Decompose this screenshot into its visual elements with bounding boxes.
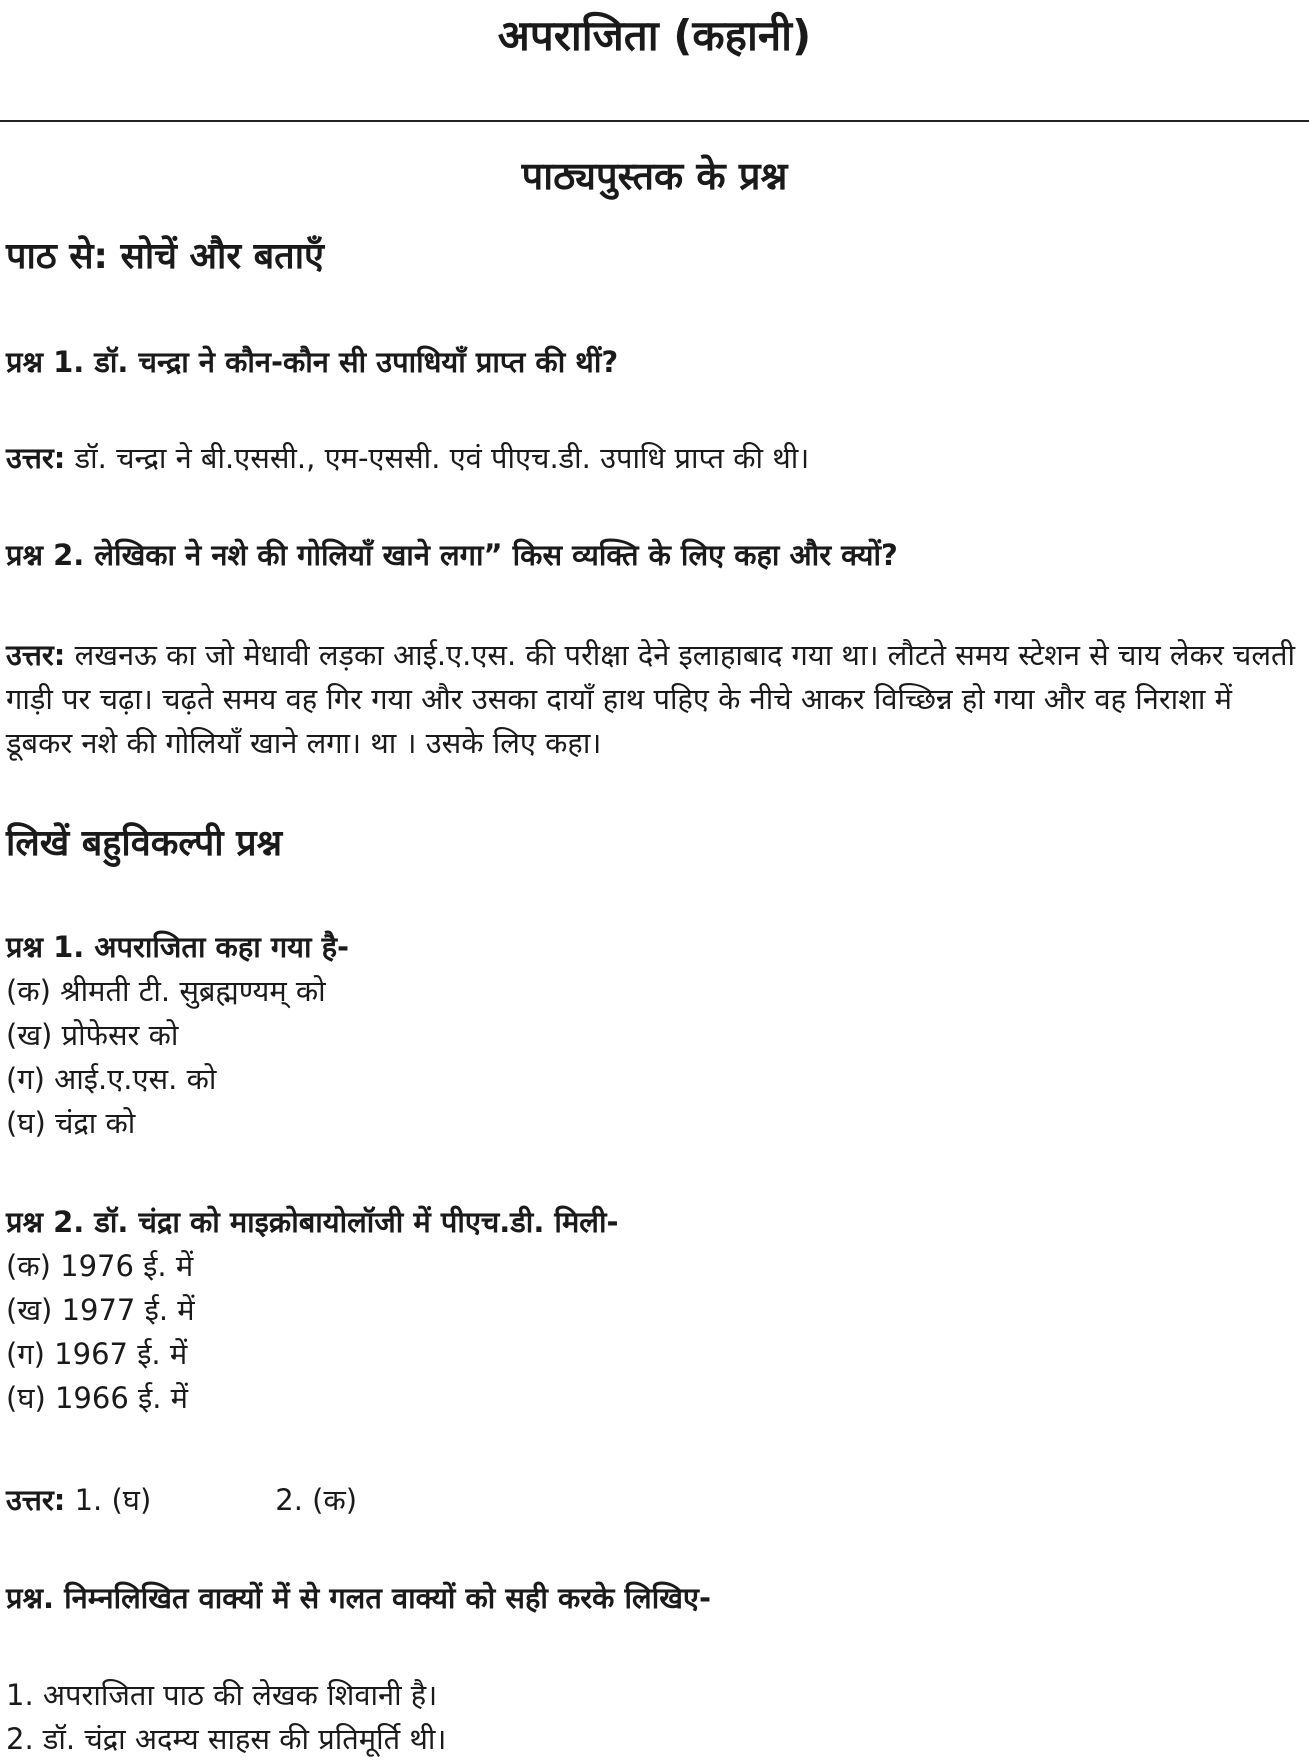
answer-label: उत्तर: xyxy=(6,638,66,672)
answer-1 xyxy=(6,436,1296,480)
section-heading-think-and-tell: पाठ से: सोचें और बताएँ xyxy=(6,236,324,277)
answer-text: लखनऊ का जो मेधावी लड़का आई.ए.एस. की परीक्षा देने इलाहाबाद गया था। लौटते समय स्टेशन से चाय लेकर चलती गाड़ी पर चढ़ा। चढ़ते समय वह गिर गया और उसका दायाँ हाथ पहिए के नीचे आकर विच्छिन्न हो गया और वह निराशा में डूबकर नशे की गोलियाँ खाने लगा। था । उसके लिए कहा। xyxy=(6,638,1296,760)
mcq-1 xyxy=(6,925,1296,1145)
page-subtitle: पाठ्यपुस्तक के प्रश्न xyxy=(521,154,788,198)
page-title: अपराजिता (कहानी) xyxy=(497,11,812,60)
mcq-2 xyxy=(6,1200,1296,1420)
title-divider xyxy=(0,120,1309,122)
answer-label: उत्तर: xyxy=(6,1483,66,1517)
mcq-option: (ख) प्रोफेसर को xyxy=(6,1018,179,1052)
mcq-option: (ग) आई.ए.एस. को xyxy=(6,1062,217,1096)
mcq-option: (घ) चंद्रा को xyxy=(6,1106,136,1140)
mcq-option: (क) श्रीमती टी. सुब्रह्मण्यम् को xyxy=(6,974,326,1008)
question-correct-sentences: प्रश्न. निम्नलिखित वाक्यों में से गलत वाक्यों को सही करके लिखिए- xyxy=(6,1581,712,1615)
mcq-answers xyxy=(6,1478,1296,1522)
mcq-question: प्रश्न 1. अपराजिता कहा गया है- xyxy=(6,930,350,964)
mcq-option: (ग) 1967 ई. में xyxy=(6,1337,188,1371)
mcq-option: (ख) 1977 ई. में xyxy=(6,1293,195,1327)
mcq-option: (क) 1976 ई. में xyxy=(6,1249,194,1283)
answer-label: उत्तर: xyxy=(6,441,66,475)
question-2: प्रश्न 2. लेखिका ने नशे की गोलियाँ खाने लगा” किस व्यक्ति के लिए कहा और क्यों? xyxy=(6,538,898,572)
answer-2 xyxy=(6,633,1296,765)
sentence-item: 1. अपराजिता पाठ की लेखक शिवानी है। xyxy=(6,1678,438,1712)
sentence-list xyxy=(6,1673,1296,1761)
answer-text: डॉ. चन्द्रा ने बी.एससी., एम-एससी. एवं पीएच.डी. उपाधि प्राप्त की थी। xyxy=(65,441,810,475)
sentence-item: 2. डॉ. चंद्रा अदम्य साहस की प्रतिमूर्ति थी। xyxy=(6,1722,447,1756)
mcq-question: प्रश्न 2. डॉ. चंद्रा को माइक्रोबायोलॉजी में पीएच.डी. मिली- xyxy=(6,1205,619,1239)
mcq-option: (घ) 1966 ई. में xyxy=(6,1381,189,1415)
mcq-answer-2: 2. (क) xyxy=(275,1483,358,1517)
section-heading-mcq: लिखें बहुविकल्पी प्रश्न xyxy=(6,823,283,864)
question-1: प्रश्न 1. डॉ. चन्द्रा ने कौन-कौन सी उपाधियाँ प्राप्त की थीं? xyxy=(6,345,619,379)
mcq-answer-1: 1. (घ) xyxy=(65,1483,152,1517)
